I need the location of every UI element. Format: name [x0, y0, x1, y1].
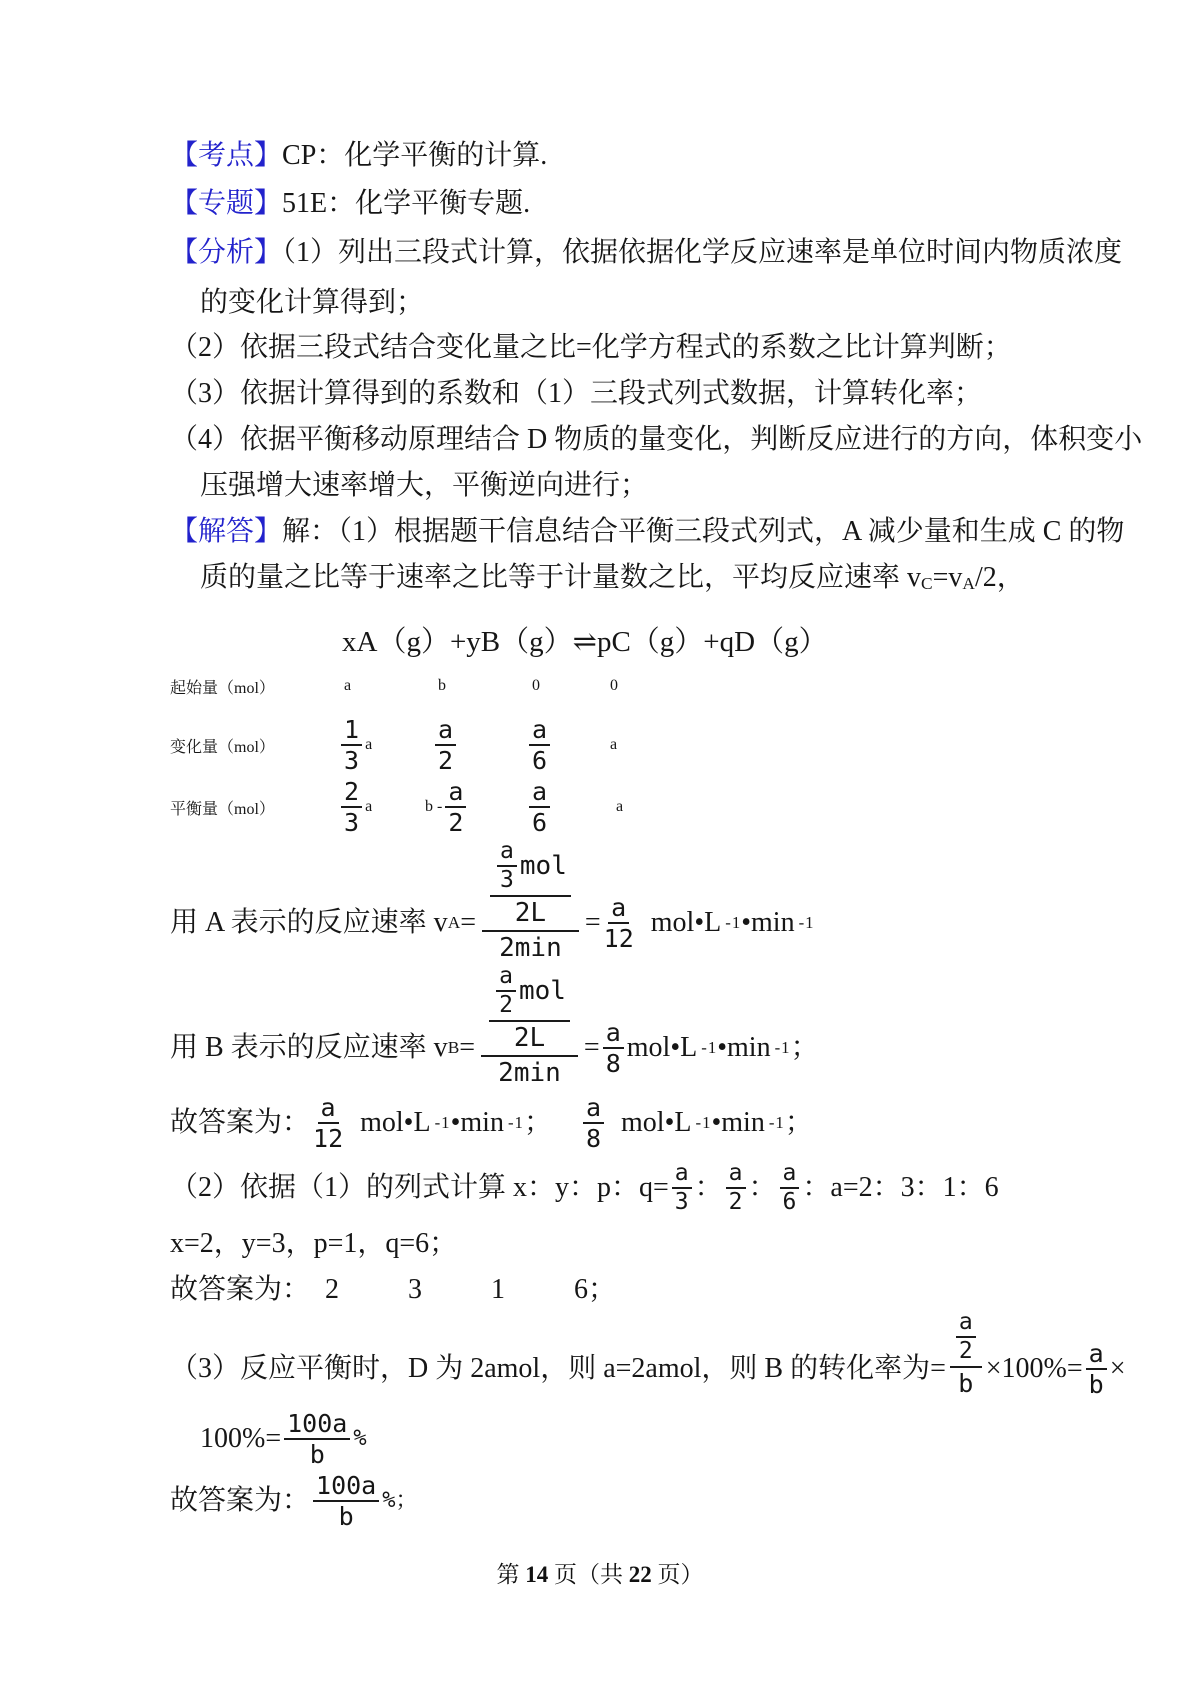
answer-value: 6； [574, 1274, 617, 1305]
unit-text: mol•L [626, 1032, 698, 1063]
analysis-text-2: 的变化计算得到； [200, 287, 425, 318]
solution-text-2b: =v [932, 562, 963, 593]
fraction-numerator: a [529, 778, 550, 808]
fraction-numerator: 2 [341, 778, 362, 808]
fraction-numerator: a [726, 1161, 746, 1189]
analysis-text-5: （4）依据平衡移动原理结合 D 物质的量变化，判断反应进行的方向，体积变小 [170, 424, 1143, 455]
exam-point-text: CP：化学平衡的计算. [282, 140, 548, 171]
table-row-change [170, 714, 1090, 776]
analysis-line-6 [200, 470, 648, 502]
fraction-numerator: a [780, 1161, 800, 1189]
fraction-denominator: 3 [344, 746, 360, 775]
analysis-line-5 [170, 424, 1142, 456]
fraction-numerator: 100a [284, 1410, 350, 1440]
part2-answer-line [170, 1274, 616, 1306]
part3-lead-text: （3）反应平衡时，D 为 2amol，则 a=2amol，则 B 的转化率为= [170, 1353, 946, 1384]
part2-line-1 [170, 1160, 999, 1216]
rate-b-fraction [481, 964, 578, 1087]
chemical-equation-text: xA（g）+yB（g）⇌pC（g）+qD（g） [342, 626, 828, 658]
time-2min: 2min [498, 1057, 561, 1088]
unit-text: •min [717, 1032, 771, 1063]
rate-a-fraction [482, 839, 579, 962]
fraction-numerator: a [435, 716, 456, 746]
fraction-denominator: 2 [728, 1189, 743, 1215]
subscript-c: C [921, 574, 933, 594]
fraction-denominator: 3 [674, 1189, 689, 1215]
unit-mol: mol [519, 850, 567, 881]
fraction-denominator: 6 [532, 746, 548, 775]
fraction-denominator: 2 [448, 808, 464, 837]
cell-initial-d: 0 [610, 677, 618, 694]
fraction-denominator: 2 [958, 1337, 973, 1364]
unit-text: •min [450, 1107, 504, 1138]
line-tail: ； [784, 1107, 813, 1138]
cell-change-b [432, 714, 459, 776]
rate-b-formula [170, 962, 819, 1108]
fraction-denominator: 8 [585, 1124, 602, 1153]
times-sign: × [1109, 1353, 1126, 1384]
fraction-numerator: 1 [341, 716, 362, 746]
unit-text: mol•L [650, 907, 722, 938]
footer-text: 页） [651, 1562, 704, 1587]
separator: ； [523, 1107, 552, 1138]
exam-point-tag: 【考点】 [170, 140, 283, 171]
cell-prefix: b - [425, 798, 443, 815]
unit-text: mol•L [360, 1107, 431, 1138]
fraction-denominator: 3 [500, 866, 514, 893]
nested-fraction [950, 1310, 982, 1397]
cell-equilibrium-c [526, 776, 553, 838]
subscript-b: B [447, 1038, 460, 1057]
fraction-numerator: a [529, 716, 550, 746]
answer-label: 故答案为： [170, 1107, 311, 1138]
subscript-a: A [447, 913, 461, 932]
ratio-colon: ： [694, 1172, 723, 1203]
cell-equilibrium-d: a [616, 798, 624, 815]
analysis-line-1 [170, 237, 1122, 269]
fraction-denominator: b [338, 1502, 354, 1531]
topic-line [170, 188, 530, 220]
cell-initial-b: b [438, 677, 446, 694]
part3-line-1 [170, 1308, 1126, 1424]
rate-b-text: 用 B 表示的反应速率 v [170, 1032, 448, 1063]
unit-text: •min [741, 907, 795, 938]
part2-lead-text: （2）依据（1）的列式计算 x：y：p：q= [170, 1172, 669, 1203]
part2-line-2 [170, 1228, 457, 1260]
solution-tag: 【解答】 [170, 516, 283, 547]
current-page-number: 14 [525, 1562, 549, 1587]
fraction-denominator: 3 [344, 808, 360, 837]
fraction-numerator: a [445, 778, 466, 808]
fraction-suffix: a [365, 736, 373, 753]
equals-sign: = [459, 1032, 476, 1063]
analysis-line-2 [200, 287, 424, 319]
fraction-numerator: a [583, 1094, 604, 1124]
analysis-text-3: （2）依据三段式结合变化量之比=化学方程式的系数之比计算判断； [170, 332, 1012, 363]
unit-exponent: -1 [507, 1113, 524, 1132]
cell-initial-c: 0 [532, 677, 540, 694]
fraction-suffix: a [365, 798, 373, 815]
analysis-text-6: 压强增大速率增大，平衡逆向进行； [200, 470, 649, 501]
part3-line-2 [200, 1409, 367, 1469]
equals-sign: = [583, 1032, 600, 1063]
fraction-denominator: b [309, 1440, 325, 1469]
fraction-numerator: 100a [313, 1472, 379, 1502]
volume-2L: 2L [514, 897, 547, 928]
total-page-number: 22 [628, 1562, 652, 1587]
fraction-numerator: a [672, 1161, 692, 1189]
solution-text-2c: /2， [974, 562, 1025, 593]
unit-text: mol•L [621, 1107, 692, 1138]
answer-label: 故答案为： [170, 1274, 311, 1305]
part3-continuation-text: 100%= [200, 1423, 282, 1454]
fraction-numerator: a [496, 964, 516, 992]
time-2min: 2min [499, 932, 562, 963]
unit-text: •min [711, 1107, 765, 1138]
solution-line-2 [200, 562, 1025, 600]
fraction-denominator: 2 [499, 991, 513, 1018]
fraction-numerator: a [497, 839, 517, 867]
cell-equilibrium-b [425, 776, 469, 838]
table-row-equilibrium [170, 776, 1090, 838]
answer-label: 故答案为： [170, 1485, 311, 1516]
topic-tag: 【专题】 [170, 188, 283, 219]
fraction-denominator: 8 [605, 1049, 621, 1078]
table-row-initial [170, 668, 1090, 704]
solution-text-1: 解：（1）根据题干信息结合平衡三段式列式，A 减少量和生成 C 的物 [282, 516, 1125, 547]
fraction-denominator: 2 [438, 746, 454, 775]
cell-change-c [526, 714, 553, 776]
line-tail: ； [790, 1032, 819, 1063]
fraction-denominator: 12 [313, 1124, 344, 1153]
equals-sign: = [460, 907, 477, 938]
answer-value: 3 [408, 1274, 423, 1305]
exam-point-line [170, 140, 547, 172]
part2-values-text: x=2，y=3，p=1，q=6； [170, 1228, 458, 1259]
analysis-text-1: （1）列出三段式计算，依据依据化学反应速率是单位时间内物质浓度 [282, 237, 1123, 268]
cell-initial-a: a [344, 677, 352, 694]
answer-value: 1 [491, 1274, 506, 1305]
fraction-numerator: a [603, 1019, 624, 1049]
unit-exponent: -1 [434, 1113, 451, 1132]
unit-exponent: -1 [701, 1038, 718, 1057]
unit-exponent: -1 [774, 1038, 791, 1057]
cell-change-d: a [610, 736, 618, 753]
cell-change-a [338, 714, 372, 776]
percent-sign: %； [382, 1488, 418, 1513]
cell-equilibrium-a [338, 776, 372, 838]
page-footer [0, 1556, 1200, 1589]
unit-exponent: -1 [725, 913, 742, 932]
unit-exponent: -1 [798, 913, 815, 932]
analysis-line-4 [170, 378, 982, 410]
part2-result-text: a=2：3：1：6 [830, 1172, 999, 1203]
times-100-text: ×100%= [985, 1353, 1083, 1384]
answer-value: 2 [325, 1274, 340, 1305]
ratio-colon: ： [802, 1172, 831, 1203]
fraction-numerator: a [1086, 1340, 1107, 1370]
row-label: 起始量（mol） [170, 679, 275, 697]
analysis-line-3 [170, 332, 1012, 364]
unit-mol: mol [518, 975, 566, 1006]
answer-1-line [170, 1093, 813, 1153]
percent-sign: % [353, 1426, 367, 1451]
equals-sign: = [584, 907, 601, 938]
fraction-denominator: b [958, 1368, 974, 1398]
solution-text-2: 质的量之比等于速率之比等于计量数之比，平均反应速率 v [200, 562, 922, 593]
solution-line-1 [170, 516, 1124, 548]
fraction-denominator: 6 [782, 1189, 797, 1215]
subscript-a: A [962, 574, 975, 594]
rate-a-text: 用 A 表示的反应速率 v [170, 907, 448, 938]
topic-text: 51E：化学平衡专题. [282, 188, 531, 219]
unit-exponent: -1 [695, 1113, 712, 1132]
volume-2L: 2L [513, 1022, 546, 1053]
fraction-numerator: a [318, 1094, 339, 1124]
analysis-tag: 【分析】 [170, 237, 283, 268]
fraction-denominator: 12 [603, 924, 634, 953]
row-label: 平衡量（mol） [170, 800, 275, 818]
row-label: 变化量（mol） [170, 738, 275, 756]
fraction-denominator: 6 [532, 808, 548, 837]
fraction-denominator: b [1088, 1370, 1104, 1399]
fraction-numerator: a [608, 894, 629, 924]
part3-answer-line [170, 1472, 417, 1530]
unit-exponent: -1 [768, 1113, 785, 1132]
footer-text: 第 [496, 1562, 526, 1587]
fraction-numerator: a [956, 1310, 976, 1338]
ratio-colon: ： [748, 1172, 777, 1203]
analysis-text-4: （3）依据计算得到的系数和（1）三段式列式数据，计算转化率； [170, 378, 983, 409]
chemical-equation [342, 626, 828, 658]
footer-text: 页（共 [548, 1562, 629, 1587]
